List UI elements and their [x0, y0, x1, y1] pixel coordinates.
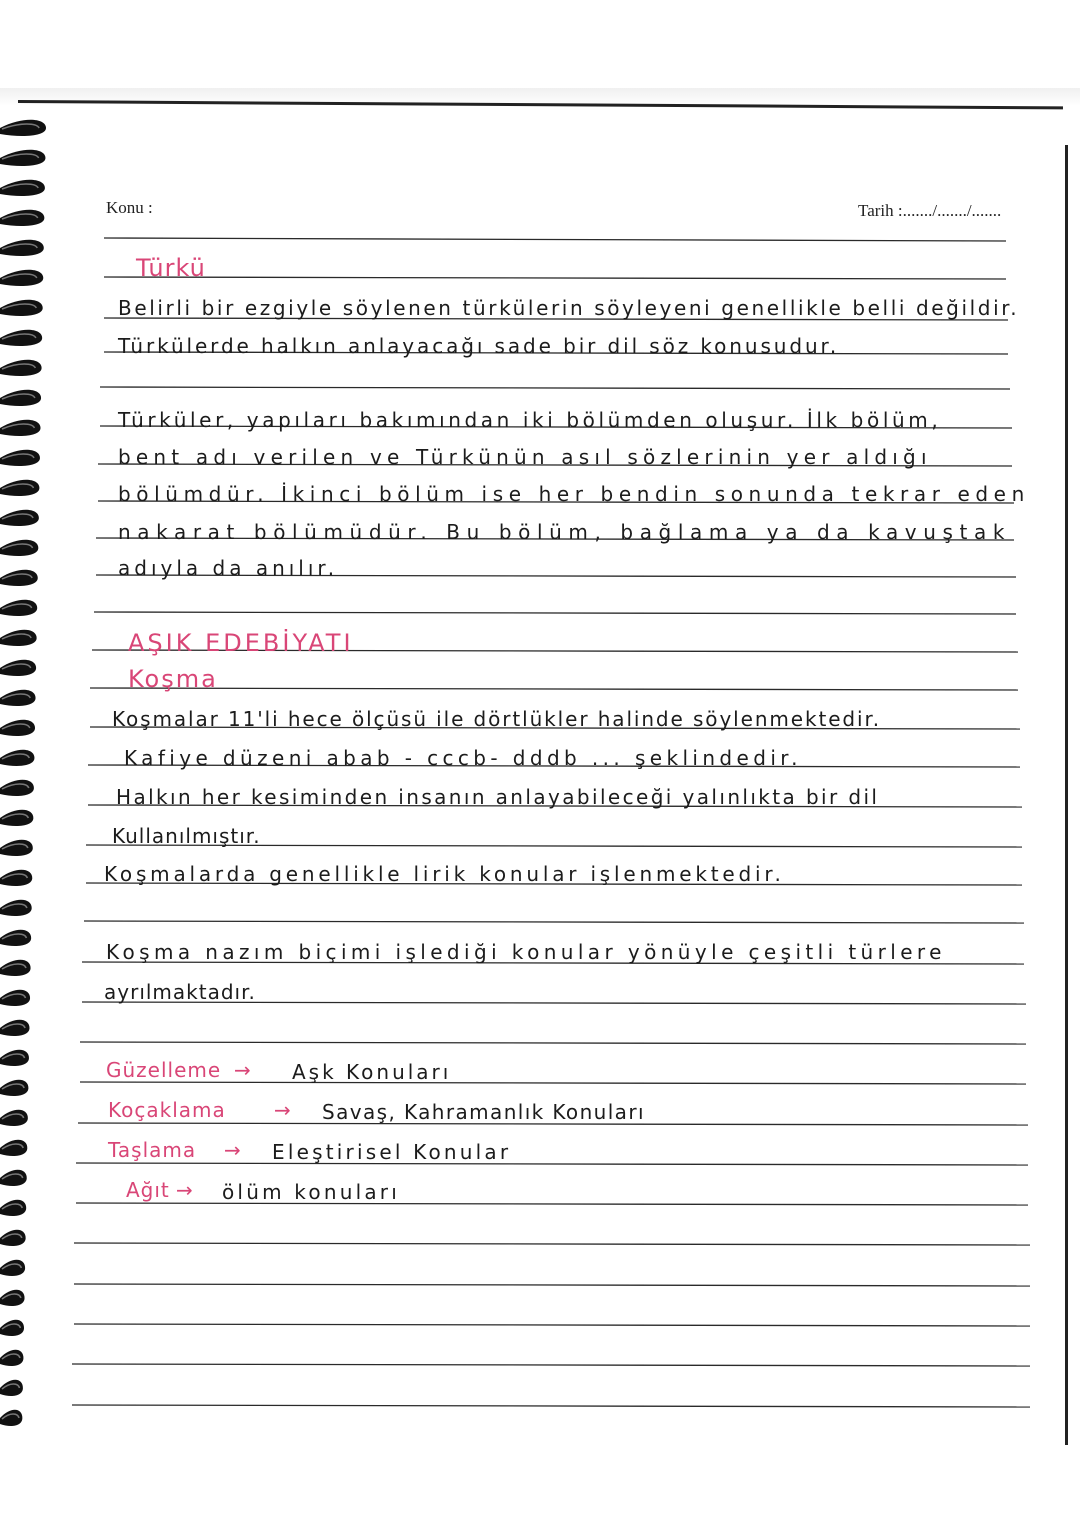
turku-p1-line-1: Belirli bir ezgiyle söylenen türkülerin söyleyeni genellikle belli değildir. [118, 296, 1020, 320]
ruled-line [74, 1324, 1030, 1326]
arrow-right-icon: → [274, 1098, 292, 1122]
turku-p2-line-2: bent adı verilen ve Türkünün asıl sözlerinin yer aldığı [118, 445, 932, 469]
ruled-line [104, 238, 1006, 241]
kosma-p1-line-4: Kullanılmıştır. [112, 824, 261, 848]
kosma-title: Koşma [128, 665, 218, 693]
ruled-line [80, 1082, 1026, 1084]
type-name: Ağıt [126, 1178, 170, 1202]
konu-label: Konu : [106, 198, 153, 217]
turku-p2-line-1: Türküler, yapıları bakımından iki bölümden oluşur. İlk bölüm, [118, 408, 942, 432]
kosma-p1-line-5: Koşmalarda genellikle lirik konular işlenmektedir. [104, 862, 785, 886]
type-name: Güzelleme [106, 1058, 222, 1082]
ruled-line [72, 1405, 1030, 1407]
kosma-p1-line-3: Halkın her kesiminden insanın anlayabileceği yalınlıkta bir dil [116, 785, 880, 809]
kosma-p2-line-1: Koşma nazım biçimi işlediği konular yönüyle çeşitli türlere [106, 940, 946, 964]
type-desc: Eleştirisel Konular [272, 1140, 512, 1164]
ruled-line [90, 688, 1018, 690]
type-name: Taşlama [108, 1138, 197, 1162]
arrow-right-icon: → [176, 1178, 194, 1202]
kosma-p1-line-1: Koşmalar 11'li hece ölçüsü ile dörtlükler halinde söylenmektedir. [112, 707, 882, 731]
ruled-line [94, 612, 1016, 614]
asik-edebiyati-title: AŞIK EDEBİYATI [128, 629, 354, 657]
turku-p2-line-4: nakarat bölümüdür. Bu bölüm, bağlama ya da kavuştak [118, 520, 1012, 544]
tarih-label: Tarih :......./......./....... [858, 201, 1002, 220]
arrow-right-icon: → [234, 1058, 252, 1082]
kosma-p1-line-2: Kafiye düzeni abab - cccb- dddb ... şeklindedir. [124, 746, 802, 770]
turku-p1-line-2: Türkülerde halkın anlayacağı sade bir dil söz konusudur. [118, 334, 840, 358]
type-desc: ölüm konuları [222, 1180, 400, 1204]
turku-p2-line-5: adıyla da anılır. [118, 556, 339, 580]
type-desc: Savaş, Kahramanlık Konuları [322, 1100, 645, 1124]
ruled-line [76, 1203, 1028, 1205]
ruled-line [84, 921, 1024, 923]
arrow-right-icon: → [224, 1138, 242, 1162]
type-desc: Aşk Konuları [292, 1060, 452, 1084]
kosma-p2-line-2: ayrılmaktadır. [104, 980, 256, 1004]
ruled-line [72, 1364, 1030, 1366]
turku-title: Türkü [136, 254, 206, 282]
ruled-line [74, 1284, 1030, 1286]
turku-p2-line-3: bölümdür. İkinci bölüm ise her bendin sonunda tekrar eden [118, 482, 1030, 506]
type-name: Koçaklama [108, 1098, 226, 1122]
ruled-line [104, 277, 1006, 279]
ruled-line [74, 1243, 1030, 1245]
ruled-line [100, 387, 1010, 389]
ruled-line [76, 1163, 1028, 1165]
ruled-line [80, 1042, 1026, 1044]
